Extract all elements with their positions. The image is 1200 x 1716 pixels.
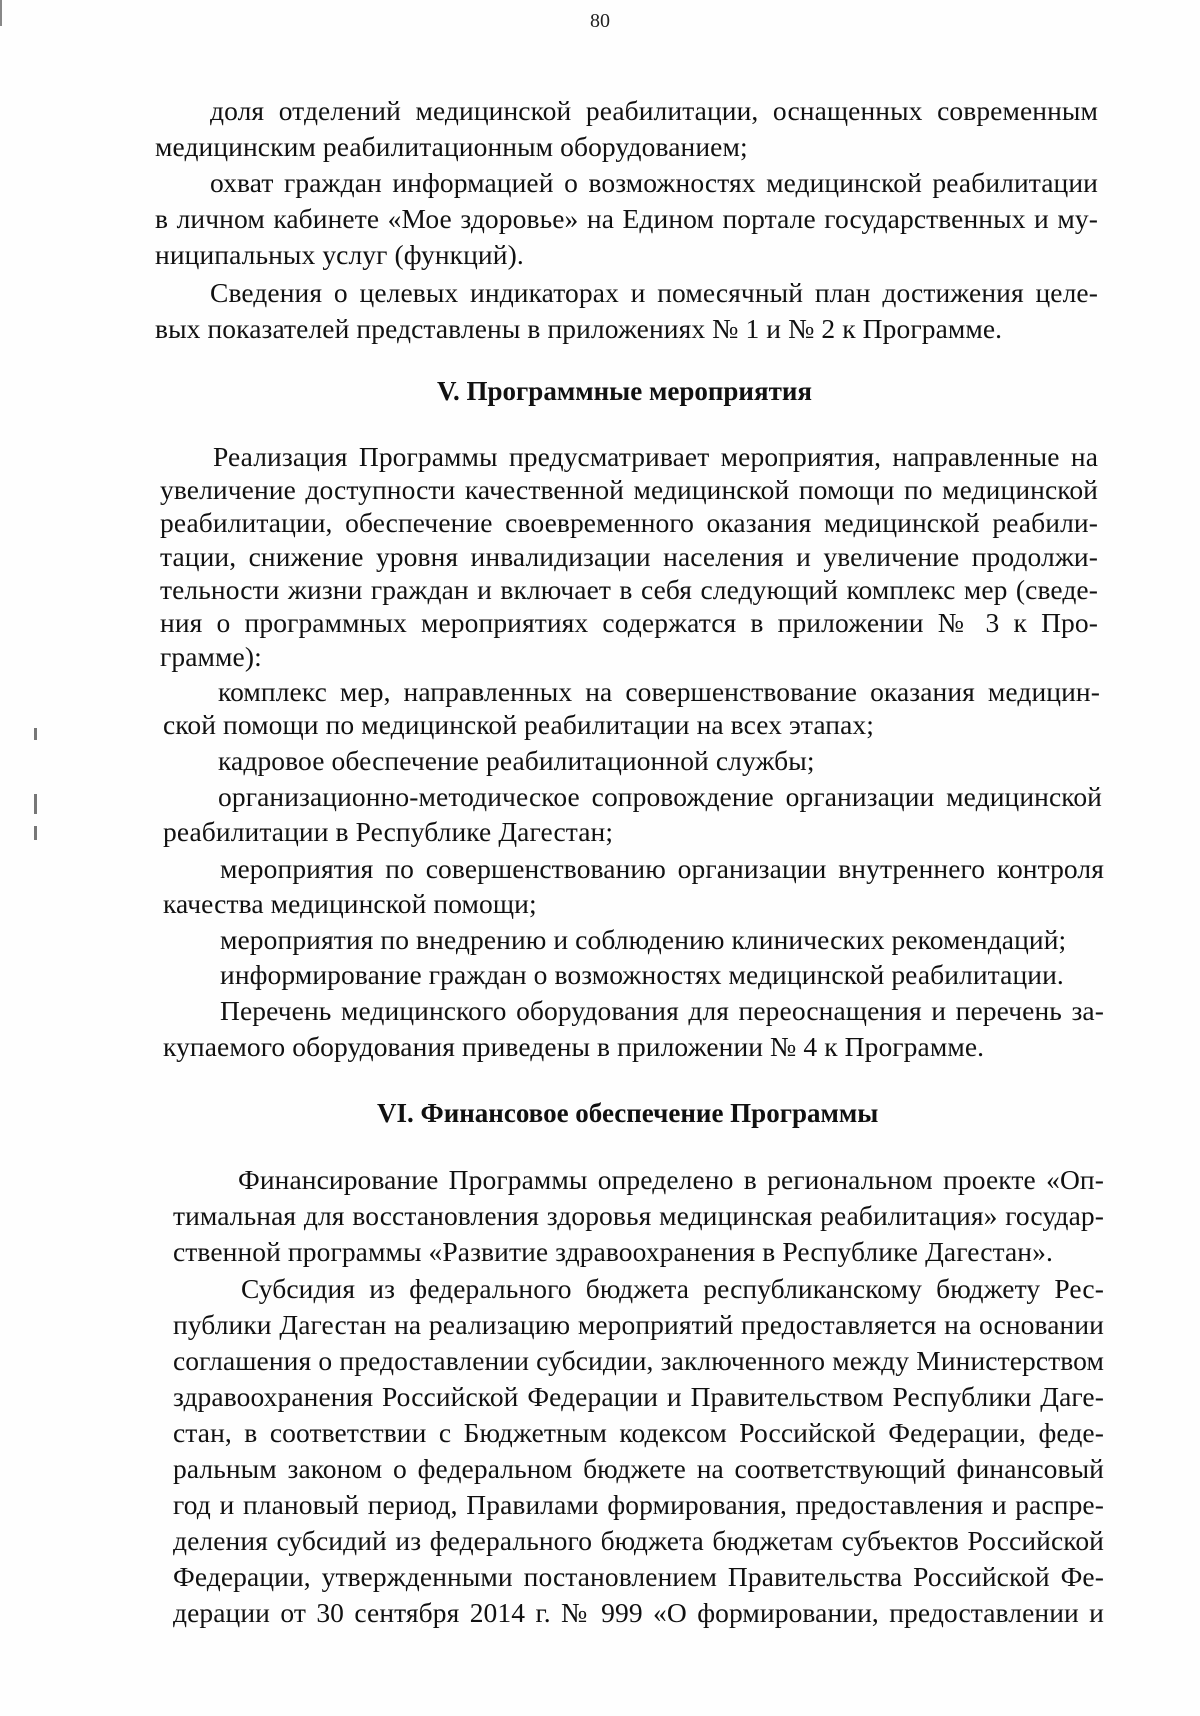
text-line: Федерации, утвержденными постановлением Правительства Российской Фе- (173, 1561, 1104, 1592)
text-line: информирование граждан о возможностях медицинской реабилитации. (220, 959, 1064, 990)
text-line: вых показателей представлены в приложениях № 1 и № 2 к Программе. (155, 313, 1003, 344)
text-line: увеличение доступности качественной медицинской помощи по медицинской (160, 474, 1098, 505)
page-number: 80 (590, 10, 610, 32)
scan-margin-mark (34, 794, 37, 814)
scan-margin-mark (34, 728, 37, 740)
text-line: комплекс мер, направленных на совершенствование оказания медицин- (218, 676, 1100, 707)
text-line: Сведения о целевых индикаторах и помесячный план достижения целе- (210, 277, 1098, 308)
text-line: соглашения о предоставлении субсидии, заключенного между Министерством (173, 1345, 1104, 1376)
text-line: Финансирование Программы определено в региональном проекте «Оп- (238, 1164, 1104, 1195)
text-line: в личном кабинете «Мое здоровье» на Едином портале государственных и му- (155, 203, 1098, 234)
text-line: здравоохранения Российской Федерации и Правительством Республики Даге- (173, 1381, 1104, 1412)
text-line: Субсидия из федерального бюджета республиканскому бюджету Рес- (241, 1273, 1104, 1304)
text-line: ственной программы «Развитие здравоохранения в Республике Дагестан». (173, 1236, 1053, 1267)
text-line: ской помощи по медицинской реабилитации на всех этапах; (163, 709, 875, 740)
text-line: ральным законом о федеральном бюджете на соответствующий финансовый (173, 1453, 1104, 1484)
text-line: публики Дагестан на реализацию мероприятий предоставляется на основании (173, 1309, 1104, 1340)
text-line: качества медицинской помощи; (163, 888, 537, 919)
text-line: тельности жизни граждан и включает в себя следующий комплекс мер (сведе- (160, 574, 1098, 605)
text-line: ния о программных мероприятиях содержатся в приложении № 3 к Про- (160, 607, 1098, 638)
text-line: реабилитации, обеспечение своевременного оказания медицинской реабили- (160, 507, 1098, 538)
text-line: доля отделений медицинской реабилитации, оснащенных современным (210, 95, 1098, 126)
text-line: купаемого оборудования приведены в приложении № 4 к Программе. (163, 1031, 985, 1062)
section-heading: VI. Финансовое обеспечение Программы (377, 1098, 879, 1128)
text-line: охват граждан информацией о возможностях медицинской реабилитации (210, 167, 1098, 198)
text-line: стан, в соответствии с Бюджетным кодексом Российской Федерации, феде- (173, 1417, 1104, 1448)
scan-margin-mark (34, 826, 37, 840)
text-line: Перечень медицинского оборудования для переоснащения и перечень за- (220, 995, 1104, 1026)
text-line: ниципальных услуг (функций). (155, 239, 524, 270)
text-line: год и плановый период, Правилами формирования, предоставления и распре- (173, 1489, 1104, 1520)
text-line: тимальная для восстановления здоровья медицинская реабилитация» государ- (173, 1200, 1104, 1231)
text-line: медицинским реабилитационным оборудованием; (155, 131, 748, 162)
text-line: организационно-методическое сопровождение организации медицинской (218, 781, 1102, 812)
text-line: тации, снижение уровня инвалидизации населения и увеличение продолжи- (160, 541, 1098, 572)
text-line: кадровое обеспечение реабилитационной службы; (218, 745, 815, 776)
text-line: грамме): (160, 641, 262, 672)
section-heading: V. Программные мероприятия (437, 376, 813, 406)
text-line: реабилитации в Республике Дагестан; (163, 816, 614, 847)
text-line: дерации от 30 сентября 2014 г. № 999 «О формировании, предоставлении и (173, 1597, 1104, 1628)
text-line: Реализация Программы предусматривает мероприятия, направленные на (213, 441, 1098, 472)
text-line: деления субсидий из федерального бюджета бюджетам субъектов Российской (173, 1525, 1104, 1556)
text-line: мероприятия по внедрению и соблюдению клинических рекомендаций; (220, 924, 1067, 955)
text-line: мероприятия по совершенствованию организации внутреннего контроля (220, 853, 1104, 884)
